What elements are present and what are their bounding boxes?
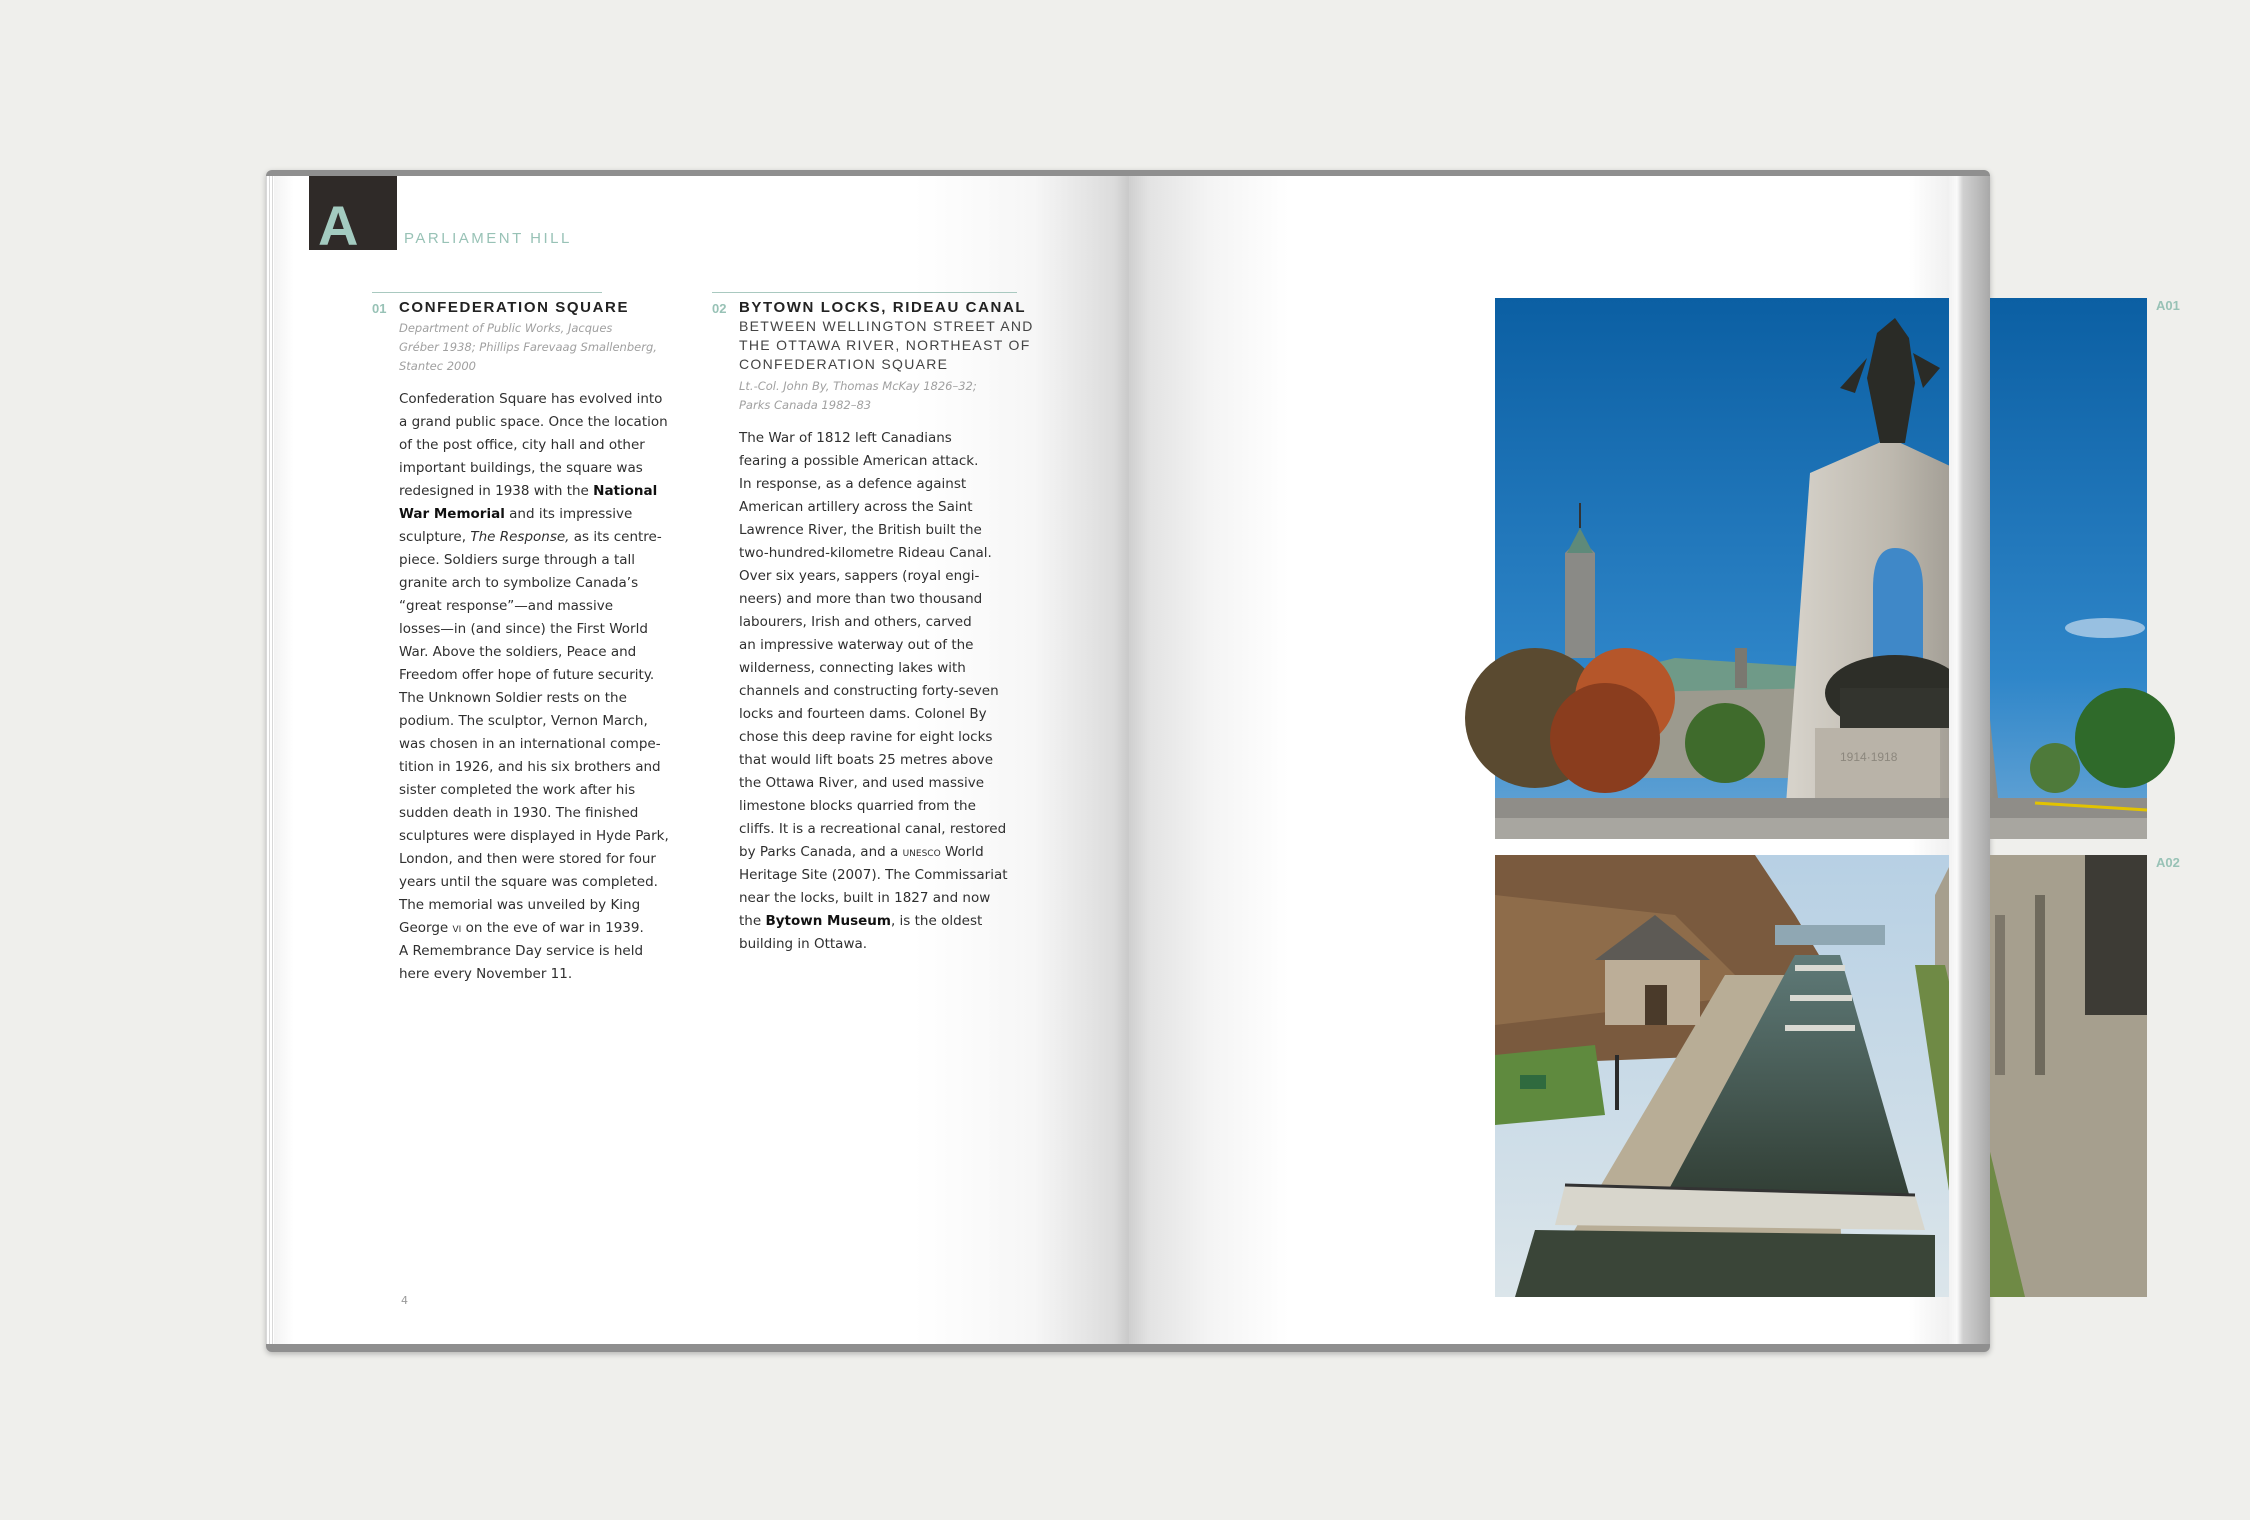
photo-national-war-memorial bbox=[1495, 298, 2147, 839]
open-book bbox=[266, 170, 2180, 1352]
bytown-museum-ref: Bytown Museum bbox=[765, 913, 891, 929]
left-page-edges bbox=[266, 176, 274, 1344]
entry-heading: BYTOWN LOCKS, RIDEAU CANAL bbox=[739, 299, 1027, 316]
entry-bytown-locks bbox=[739, 299, 1069, 956]
right-page bbox=[1129, 176, 2180, 1344]
photo-tag: A01 bbox=[2156, 298, 2180, 313]
right-page-edges bbox=[1949, 176, 1990, 1344]
entry-confederation-square bbox=[399, 299, 699, 986]
entry-rule bbox=[372, 292, 602, 293]
entry-location: BETWEEN WELLINGTON STREET AND THE OTTAWA RIVER, NORTHEAST OF CONFEDERATION SQUARE bbox=[739, 318, 1034, 372]
entry-number: 02 bbox=[712, 301, 727, 316]
left-page bbox=[274, 176, 1129, 1344]
page-number: 4 bbox=[401, 1294, 408, 1307]
entry-number: 01 bbox=[372, 301, 387, 316]
photo-tag: A02 bbox=[2156, 855, 2180, 870]
entry-body: The War of 1812 left Canadians fearing a possible American attack. In response, as a defence against American artillery across the Saint Lawrence River, the British built the two-hundred-kilometre Rideau Canal. Over six years, sappers (royal engi- neers) and more than two thousand labourers, Irish and others, carved an impressive waterway out of the wilderness, connecting lakes with channels and constructing forty-seven locks and fourteen dams. Colonel By chose this deep ravine for eight locks that would lift boats 25 metres above the Ottawa River, and used massive limestone blocks quarried from the cliffs. It is a recreational canal, restored by Parks Canada, and a unesco World Heritage Site (2007). The Commissariat near the locks, built in 1827 and now the Bytown Museum, is the oldest building in Ottawa. bbox=[739, 430, 1008, 952]
entry-credit: Lt.-Col. John By, Thomas McKay 1826–32; Parks Canada 1982–83 bbox=[739, 379, 977, 412]
entry-credit: Department of Public Works, Jacques Gréber 1938; Phillips Farevaag Smallenberg, Stantec 2000 bbox=[399, 321, 657, 373]
photo-rideau-canal-locks bbox=[1495, 855, 2147, 1297]
plinth-inscription: 1914·1918 bbox=[1840, 750, 1898, 764]
entry-body: Confederation Square has evolved into a grand public space. Once the location of the post office, city hall and other important buildings, the square was redesigned in 1938 with the National War Memorial and its impressive sculpture, The Response, as its centre- piece. Soldiers surge through a tall granite arch to symbolize Canada’s “great response”—and massive losses—in (and since) the First World War. Above the soldiers, Peace and Freedom offer hope of future security. The Unknown Soldier rests on the podium. The sculptor, Vernon March, was chosen in an international compe- tition in 1926, and his six brothers and sister completed the work after his sudden death in 1930. The finished sculptures were displayed in Hyde Park, London, and then were stored for four years until the square was completed. The memorial was unveiled by King George vi on the eve of war in 1939. A Remembrance Day service is held here every November 11. bbox=[399, 391, 669, 982]
section-letter: A bbox=[318, 194, 359, 257]
national-war-memorial-ref: National bbox=[593, 483, 658, 499]
entry-heading: CONFEDERATION SQUARE bbox=[399, 299, 630, 316]
section-title: PARLIAMENT HILL bbox=[404, 230, 572, 247]
entry-rule bbox=[712, 292, 1017, 293]
